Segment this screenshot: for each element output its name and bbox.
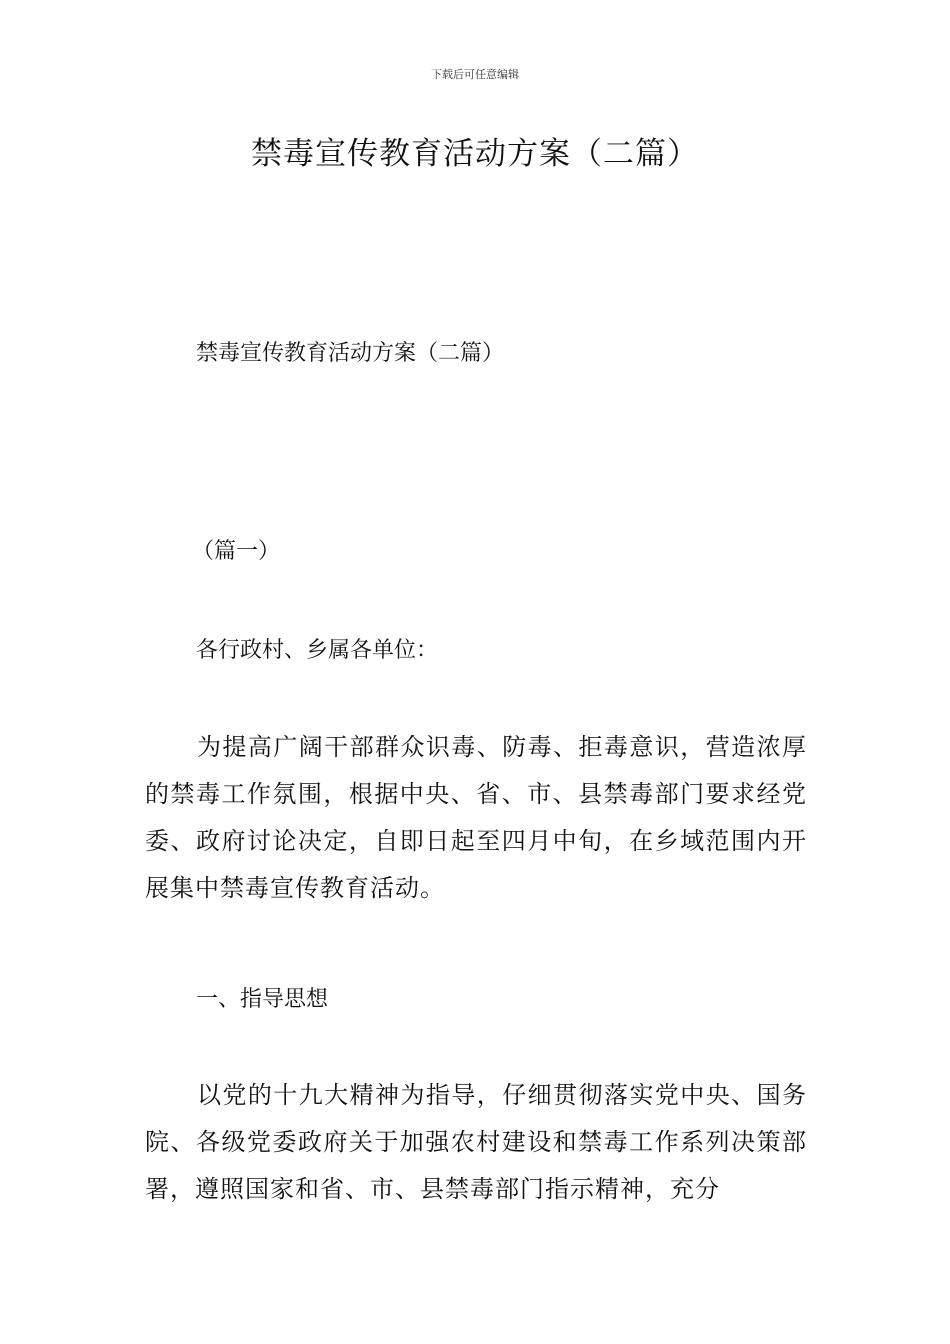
paragraph-guiding-ideology: 以党的十九大精神为指导，仔细贯彻落实党中央、国务院、各级党委政府关于加强农村建设和禁毒工作系列决策部署，遵照国家和省、市、县禁毒部门指示精神，充分 (145, 1081, 807, 1203)
document-subtitle: 禁毒宣传教育活动方案（二篇） (196, 341, 505, 366)
paragraph-intro: 为提高广阔干部群众识毒、防毒、拒毒意识，营造浓厚的禁毒工作氛围，根据中央、省、市、县禁毒部门要求经党委、政府讨论决定，自即日起至四月中旬，在乡域范围内开展集中禁毒宣传教育活动。 (145, 733, 807, 902)
header-note: 下载后可任意编辑 (431, 68, 519, 81)
part-label: （篇一） (192, 539, 281, 564)
section-heading-guiding-ideology: 一、指导思想 (196, 987, 329, 1012)
salutation: 各行政村、乡属各单位： (196, 638, 439, 663)
document-title: 禁毒宣传教育活动方案（二篇） (251, 136, 699, 172)
